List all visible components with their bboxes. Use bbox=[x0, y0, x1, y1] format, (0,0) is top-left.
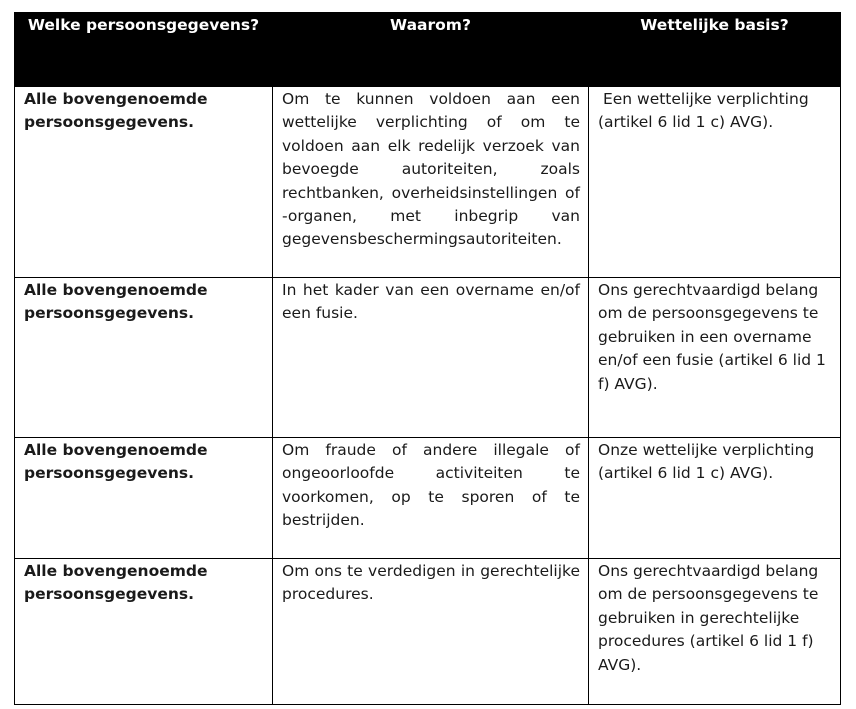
legal-basis-cell bbox=[589, 559, 841, 705]
header-which-data: Welke persoonsgegevens? bbox=[15, 13, 273, 87]
legal-basis-cell bbox=[589, 278, 841, 438]
data-category-text: Alle bovengenoemde persoonsgegevens. bbox=[24, 441, 208, 483]
data-category-cell bbox=[15, 438, 273, 559]
data-category-cell bbox=[15, 87, 273, 278]
data-category-text: Alle bovengenoemde persoonsgegevens. bbox=[24, 90, 208, 132]
legal-basis-text: Ons gerechtvaardigd belang om de persoonsgegevens te gebruiken in gerechtelijke procedures (artikel 6 lid 1 f) AVG). bbox=[598, 562, 819, 674]
purpose-text: Om te kunnen voldoen aan een wettelijke verplichting of om te voldoen aan elk redelijk verzoek van bevoegde autoriteiten, zoals rechtbanken, overheidsinstellingen of -organen, met inbegrip van gegevensbeschermingsautoriteiten. bbox=[282, 90, 580, 249]
legal-basis-table bbox=[14, 12, 841, 705]
table-row bbox=[15, 438, 841, 559]
purpose-cell bbox=[273, 278, 589, 438]
purpose-text: In het kader van een overname en/of een fusie. bbox=[282, 281, 580, 323]
table-row bbox=[15, 87, 841, 278]
purpose-cell bbox=[273, 87, 589, 278]
purpose-cell bbox=[273, 438, 589, 559]
purpose-text: Om fraude of andere illegale of ongeoorloofde activiteiten te voorkomen, op te sporen of te bestrijden. bbox=[282, 441, 580, 530]
legal-basis-text: Onze wettelijke verplichting (artikel 6 lid 1 c) AVG). bbox=[598, 441, 815, 483]
legal-basis-text: Ons gerechtvaardigd belang om de persoonsgegevens te gebruiken in een overname en/of een fusie (artikel 6 lid 1 f) AVG). bbox=[598, 281, 826, 393]
header-why: Waarom? bbox=[273, 13, 589, 87]
legal-basis-cell bbox=[589, 87, 841, 278]
table-row bbox=[15, 278, 841, 438]
data-category-cell bbox=[15, 559, 273, 705]
purpose-text: Om ons te verdedigen in gerechtelijke procedures. bbox=[282, 562, 580, 604]
purpose-cell bbox=[273, 559, 589, 705]
data-category-text: Alle bovengenoemde persoonsgegevens. bbox=[24, 281, 208, 323]
legal-basis-text: Een wettelijke verplichting (artikel 6 lid 1 c) AVG). bbox=[598, 90, 814, 132]
header-legal-basis: Wettelijke basis? bbox=[589, 13, 841, 87]
legal-basis-cell bbox=[589, 438, 841, 559]
data-category-text: Alle bovengenoemde persoonsgegevens. bbox=[24, 562, 208, 604]
data-category-cell bbox=[15, 278, 273, 438]
table-header-row bbox=[15, 13, 841, 87]
table-row bbox=[15, 559, 841, 705]
